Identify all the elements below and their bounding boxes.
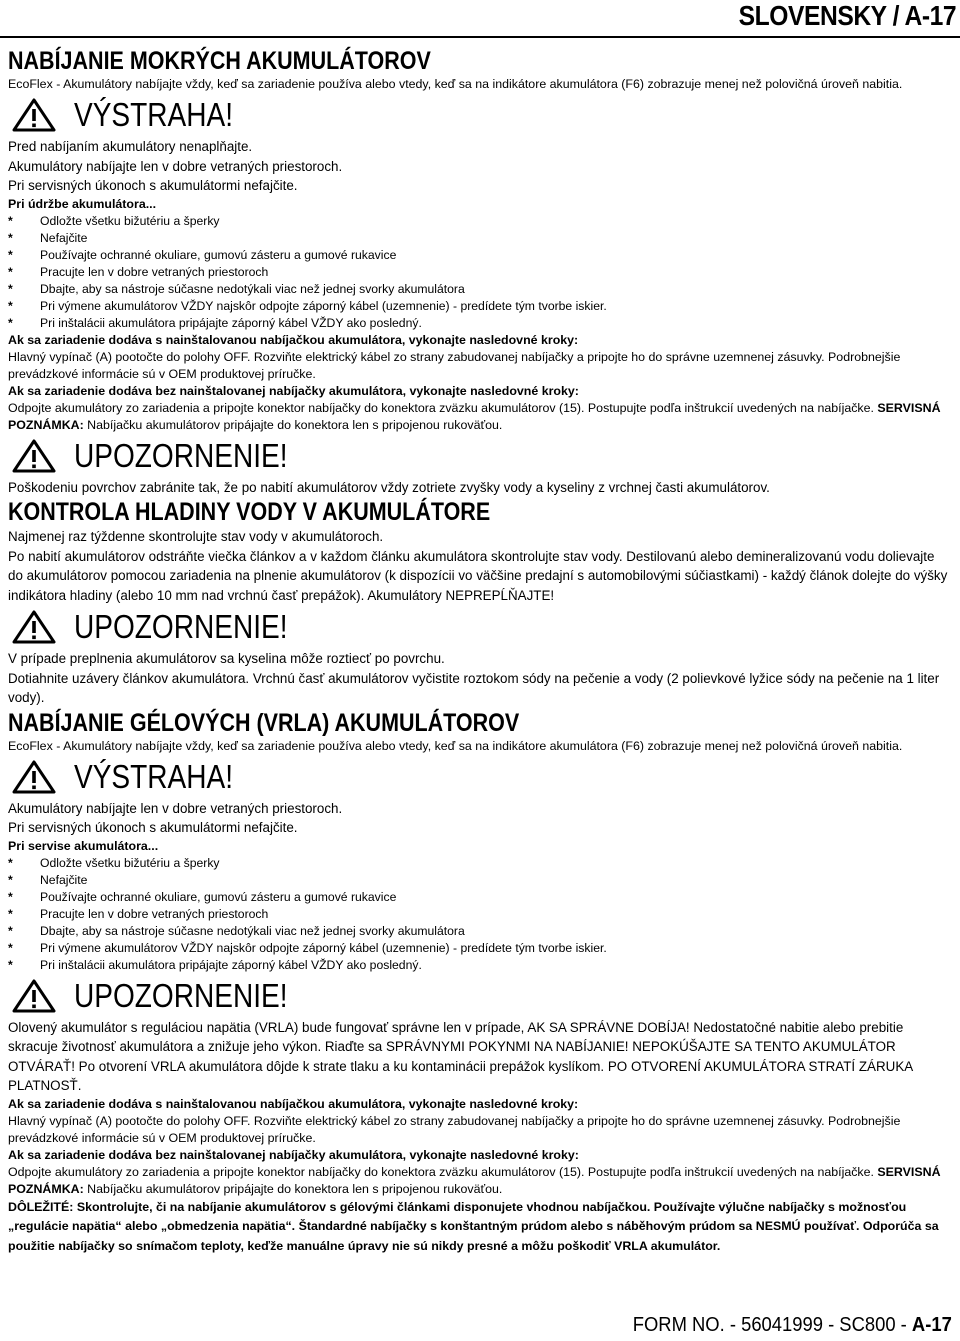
important-note: DÔLEŽITÉ: Skontrolujte, či na nabíjanie akumulátorov s gélovými článkami disponujete vhodnou nabíjačkou. Používajte výlučne nabíjačky s možnosťou „regulácie napätia“ alebo „obmedzenia napätia“. Štandardné nabíjačky s konštantným prúdom alebo s náběhovým prúdom sa NESMÚ používať. Odporúča sa použitie nabíjačky so snímačom teploty, keďže manuálne úpravy nie sú nikdy presné a môžu poškodiť VRLA akumulátor. [8,1199,939,1253]
caution-block [8,436,953,476]
bullet-item: * Pracujte len v dobre vetraných priestoroch [8,264,269,279]
page-content [8,46,953,1256]
offboard-charger-text: Odpojte akumulátory zo zariadenia a pripojte konektor nabíjačky do konektora zväzku akumulátorov (15). Postupujte podľa inštrukcií uvedených na nabíjačke. SERVISNÁ POZNÁMKA: Nabíjačku akumulátorov pripájajte do konektora len s pripojenou rukoväťou. [8,1164,941,1196]
warning-heading: VÝSTRAHA! [74,96,233,133]
page-number: A-17 [912,1314,952,1336]
caution-block [8,976,953,1016]
warning-triangle-icon [12,98,56,132]
offboard-charger-heading: Ak sa zariadenie dodáva bez nainštalovanej nabíjačky akumulátora, vykonajte nasledovné kroky: [8,1147,579,1162]
intro-text: EcoFlex - Akumulátory nabíjajte vždy, keď sa zariadenie používa alebo vtedy, keď sa na indikátore akumulátora (F6) zobrazuje menej než polovičná úroveň nabitia. [8,77,903,91]
bullet-item: * Pri inštalácii akumulátora pripájajte záporný kábel VŽDY ako posledný. [8,957,422,972]
warning-heading: VÝSTRAHA! [74,757,233,795]
bullet-item: * Nefajčite [8,230,88,245]
warning-line: Akumulátory nabíjajte len v dobre vetraných priestoroch. [8,800,343,816]
section-title-gel-batteries: NABÍJANIE GÉLOVÝCH (VRLA) AKUMULÁTOROV [8,708,520,737]
bullet-item: * Odložte všetku bižutériu a šperky [8,855,220,870]
warning-triangle-icon [12,439,56,473]
header-rule [0,36,960,38]
caution-heading: UPOZORNENIE! [74,976,288,1014]
caution-text: Olovený akumulátor s reguláciou napätia (VRLA) bude fungovať správne len v prípade, AK SA SPRÁVNE DOBÍJA! Nedostatočné nabitie alebo prebitie skracuje životnosť akumulátora a znižuje jeho výkon. Riaďte sa SPRÁVNYMI POKYNMI NA NABÍJANIE! NEPOKÚŠAJTE SA TENTO AKUMULÁTOR OTVÁRAŤ! Po otvorení VRLA akumulátora dôjde k strate tlaku a ku kontaminácii prepážok kyslíkom. PO OTVORENÍ AKUMULÁTORA STRATÍ ZÁRUKA PLATNOSŤ. [8,1019,913,1093]
offboard-charger-text: Odpojte akumulátory zo zariadenia a pripojte konektor nabíjačky do konektora zväzku akumulátorov (15). Postupujte podľa inštrukcií uvedených na nabíjačke. SERVISNÁ POZNÁMKA: Nabíjačku akumulátorov pripájajte do konektora len s pripojenou rukoväťou. [8,400,941,432]
service-note-text: Nabíjačku akumulátorov pripájajte do konektora len s pripojenou rukoväťou. [87,417,503,432]
service-note-label: SERVISNÁ POZNÁMKA: [8,1164,941,1196]
paragraph: V prípade preplnenia akumulátorov sa kyselina môže roztiecť po povrchu. [8,651,445,666]
page-header-title: SLOVENSKY / A-17 [738,0,956,31]
paragraph: Dotiahnite uzávery článkov akumulátora. Vrchnú časť akumulátorov vyčistite roztokom sódy na pečenie a vody (2 polievkové lyžice sódy na pečenie na 1 liter vody). [8,670,940,705]
paragraph: Po nabití akumulátorov odstráňte viečka článkov a v každom článku akumulátora skontrolujte stav vody. Destilovanú alebo demineralizovanú vodu dolievajte do akumulátorov pomocou zariadenia na plnenie akumulátorov (k dispozícii vo väčšine predajní s automobilovými súčiastkami) - každý článok dolejte do výšky indikátora hladiny (alebo 10 mm nad vrchnú časť prepážok). Akumulátory NEPREPĹŇAJTE! [8,548,948,603]
warning-line: Pri servisných úkonoch s akumulátormi nefajčite. [8,178,298,193]
service-heading: Pri servise akumulátora... [8,838,159,853]
page-footer [633,1314,952,1337]
bullet-item: * Dbajte, aby sa nástroje súčasne nedotýkali viac než jednej svorky akumulátora [8,281,465,296]
onboard-charger-heading: Ak sa zariadenie dodáva s nainštalovanou nabíjačkou akumulátora, vykonajte nasledovné kroky: [8,1096,579,1111]
section-title-water-level: KONTROLA HLADINY VODY V AKUMULÁTORE [8,498,491,526]
warning-triangle-icon [12,760,56,794]
warning-line: Pri servisných úkonoch s akumulátormi nefajčite. [8,820,298,835]
caution-block [8,607,953,647]
onboard-charger-text: Hlavný vypínač (A) pootočte do polohy OFF. Rozviňte elektrický kábel zo strany zabudovanej nabíjačky a pripojte ho do správne uzemnenej zásuvky. Podrobnejšie prevádzkové informácie sú v OEM produktovej príručke. [8,1113,901,1145]
bullet-item: * Pri inštalácii akumulátora pripájajte záporný kábel VŽDY ako posledný. [8,315,422,330]
onboard-charger-text: Hlavný vypínač (A) pootočte do polohy OFF. Rozviňte elektrický kábel zo strany zabudovanej nabíjačky a pripojte ho do správne uzemnenej zásuvky. Podrobnejšie prevádzkové informácie sú v OEM produktovej príručke. [8,349,901,381]
warning-block [8,757,953,797]
bullet-item: * Pri výmene akumulátorov VŽDY najskôr odpojte záporný kábel (uzemnenie) - predídete tým tvorbe iskier. [8,298,607,313]
caution-text: Poškodeniu povrchov zabránite tak, že po nabití akumulátorov vždy zotriete zvyšky vody a kyseliny z vrchnej časti akumulátorov. [8,479,770,495]
warning-block [8,95,953,135]
service-note-label: SERVISNÁ POZNÁMKA: [8,400,941,432]
paragraph: Najmenej raz týždenne skontrolujte stav vody v akumulátoroch. [8,529,384,544]
bullet-item: * Pri výmene akumulátorov VŽDY najskôr odpojte záporný kábel (uzemnenie) - predídete tým tvorbe iskier. [8,940,607,955]
bullet-item: * Odložte všetku bižutériu a šperky [8,213,220,228]
bullet-item: * Používajte ochranné okuliare, gumovú zásteru a gumové rukavice [8,247,397,262]
section-title-wet-batteries: NABÍJANIE MOKRÝCH AKUMULÁTOROV [8,47,431,75]
form-number: FORM NO. - 56041999 - SC800 - [632,1314,907,1336]
offboard-charger-heading: Ak sa zariadenie dodáva bez nainštalovanej nabíjačky akumulátora, vykonajte nasledovné kroky: [8,383,579,398]
onboard-charger-heading: Ak sa zariadenie dodáva s nainštalovanou nabíjačkou akumulátora, vykonajte nasledovné kroky: [8,332,579,347]
warning-triangle-icon [12,979,56,1013]
bullet-item: * Dbajte, aby sa nástroje súčasne nedotýkali viac než jednej svorky akumulátora [8,923,465,938]
caution-heading: UPOZORNENIE! [74,608,288,645]
intro-text: EcoFlex - Akumulátory nabíjajte vždy, keď sa zariadenie používa alebo vtedy, keď sa na indikátore akumulátora (F6) zobrazuje menej než polovičná úroveň nabitia. [8,738,903,753]
bullet-item: * Pracujte len v dobre vetraných priestoroch [8,906,269,921]
maintenance-heading: Pri údržbe akumulátora... [8,196,157,211]
bullet-item: * Nefajčite [8,872,88,887]
service-note-text: Nabíjačku akumulátorov pripájajte do konektora len s pripojenou rukoväťou. [87,1181,503,1196]
warning-triangle-icon [12,610,56,644]
caution-heading: UPOZORNENIE! [74,436,288,474]
warning-line: Akumulátory nabíjajte len v dobre vetraných priestoroch. [8,158,343,174]
bullet-item: * Používajte ochranné okuliare, gumovú zásteru a gumové rukavice [8,889,397,904]
warning-line: Pred nabíjaním akumulátory nenaplňajte. [8,139,253,154]
